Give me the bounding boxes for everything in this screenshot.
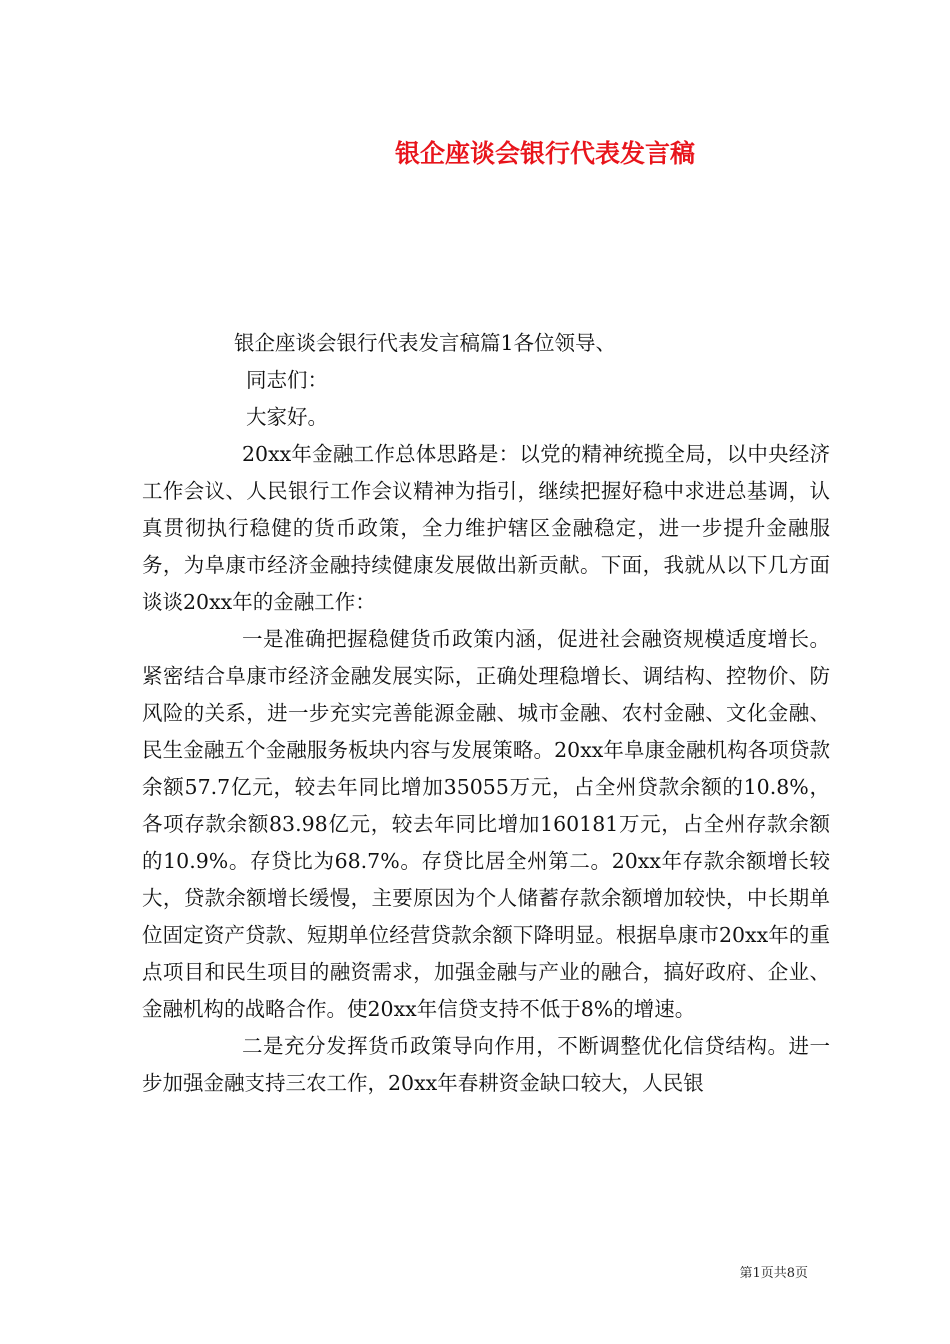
paragraph-point-one: 一是准确把握稳健货币政策内涵，促进社会融资规模适度增长。紧密结合阜康市经济金融发展实际，正确处理稳增长、调结构、控物价、防风险的关系，进一步充实完善能源金融、城市金融、农村金融、文化金融、民生金融五个金融服务板块内容与发展策略。20xx年阜康金融机构各项贷款余额57.7亿元，较去年同比增加35055万元，占全州贷款余额的10.8%，各项存款余额83.98亿元，较去年同比增加160181万元，占全州存款余额的10.9%。存贷比为68.7%。存贷比居全州第二。20xx年存款余额增长较大，贷款余额增长缓慢，主要原因为个人储蓄存款余额增加较快，中长期单位固定资产贷款、短期单位经营贷款余额下降明显。根据阜康市20xx年的重点项目和民生项目的融资需求，加强金融与产业的融合，搞好政府、企业、金融机构的战略合作。使20xx年信贷支持不低于8%的增速。 (142, 627, 830, 1021)
greeting-line: 大家好。 (246, 405, 328, 429)
salutation-line: 同志们： (246, 368, 328, 392)
paragraph-overview: 20xx年金融工作总体思路是：以党的精神统揽全局，以中央经济工作会议、人民银行工作会议精神为指引，继续把握好稳中求进总基调，认真贯彻执行稳健的货币政策，全力维护辖区金融稳定，进一步提升金融服务，为阜康市经济金融持续健康发展做出新贡献。下面，我就从以下几方面谈谈20xx年的金融工作： (142, 442, 830, 614)
document-title: 银企座谈会银行代表发言稿 (394, 139, 695, 168)
intro-line: 银企座谈会银行代表发言稿篇1各位领导、 (234, 331, 617, 355)
document-body (142, 325, 830, 1102)
paragraph-point-two: 二是充分发挥货币政策导向作用，不断调整优化信贷结构。进一步加强金融支持三农工作，20xx年春耕资金缺口较大，人民银 (142, 1034, 830, 1095)
page-number: 第1页共8页 (739, 1266, 808, 1281)
